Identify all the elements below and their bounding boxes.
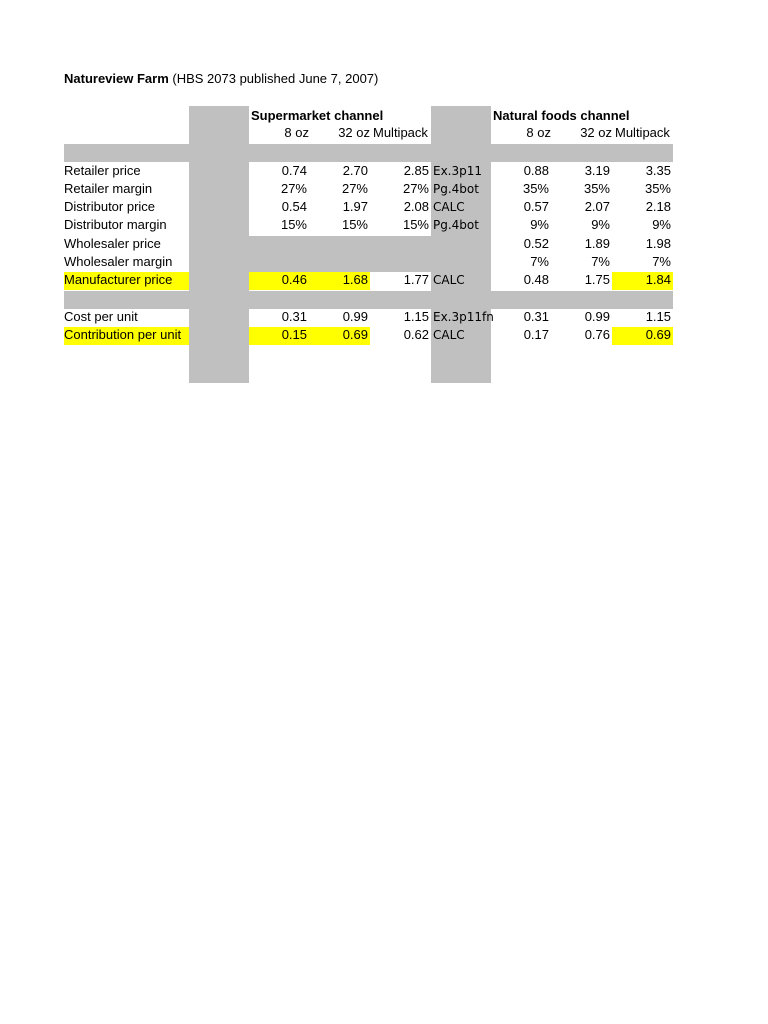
natural-cell: 0.48 — [523, 272, 549, 287]
natural-cell: 1.98 — [645, 236, 671, 251]
sheet-title — [64, 71, 378, 86]
source-ref: Ex.3p11fn — [433, 310, 494, 324]
source-ref: CALC — [433, 200, 465, 214]
natural-cell: 1.75 — [584, 272, 610, 287]
supermarket-col-32oz: 32 oz — [338, 125, 370, 140]
supermarket-cell: 0.69 — [342, 327, 368, 342]
supermarket-cell: 15% — [341, 217, 368, 232]
natural-cell: 0.88 — [523, 163, 549, 178]
natural-cell: 7% — [591, 254, 610, 269]
natural-col-8oz: 8 oz — [526, 125, 551, 140]
supermarket-cell: 1.77 — [403, 272, 429, 287]
row-label: Distributor price — [64, 199, 156, 214]
supermarket-col-multipack: Multipack — [373, 125, 428, 140]
natural-cell: 0.69 — [645, 327, 671, 342]
natural-cell: 0.99 — [584, 309, 610, 324]
natural-cell: 35% — [522, 181, 549, 196]
row-label: Distributor margin — [64, 217, 167, 232]
natural-cell: 9% — [530, 217, 549, 232]
natural-cell: 9% — [652, 217, 671, 232]
row-label: Retailer margin — [64, 181, 153, 196]
natural-cell: 1.84 — [645, 272, 671, 287]
natural-cell: 0.76 — [584, 327, 610, 342]
natural-cell: 1.15 — [645, 309, 671, 324]
natural-cell: 0.57 — [523, 199, 549, 214]
source-ref: Ex.3p11 — [433, 164, 483, 178]
row-label: Contribution per unit — [64, 327, 182, 342]
natural-cell: 0.52 — [523, 236, 549, 251]
natural-cell: 1.89 — [584, 236, 610, 251]
natural-cell: 0.31 — [523, 309, 549, 324]
supermarket-cell: 1.15 — [403, 309, 429, 324]
supermarket-cell: 0.62 — [403, 327, 429, 342]
source-ref: Pg.4bot — [433, 218, 479, 232]
supermarket-cell: 1.68 — [342, 272, 368, 287]
natural-cell: 3.19 — [584, 163, 610, 178]
natural-cell: 35% — [644, 181, 671, 196]
supermarket-cell: 0.54 — [281, 199, 307, 214]
natural-cell: 35% — [583, 181, 610, 196]
supermarket-cell: 15% — [402, 217, 429, 232]
supermarket-cell: 27% — [402, 181, 429, 196]
natural-cell: 2.18 — [645, 199, 671, 214]
source-ref: CALC — [433, 273, 465, 287]
natural-cell: 2.07 — [584, 199, 610, 214]
natural-cell: 0.17 — [523, 327, 549, 342]
natural-cell: 9% — [591, 217, 610, 232]
supermarket-header: Supermarket channel — [251, 108, 384, 123]
supermarket-cell: 0.99 — [342, 309, 368, 324]
supermarket-cell: 0.74 — [281, 163, 307, 178]
row-label: Wholesaler margin — [64, 254, 173, 269]
supermarket-cell: 15% — [280, 217, 307, 232]
supermarket-cell: 27% — [280, 181, 307, 196]
natural-col-multipack: Multipack — [615, 125, 670, 140]
source-ref: Pg.4bot — [433, 182, 479, 196]
title-rest: (HBS 2073 published June 7, 2007) — [168, 71, 379, 86]
natural-cell: 7% — [652, 254, 671, 269]
row-label: Wholesaler price — [64, 236, 161, 251]
natural-header: Natural foods channel — [493, 108, 630, 123]
supermarket-cell: 1.97 — [342, 199, 368, 214]
gray-band-middle — [64, 291, 673, 309]
gray-block-wholesaler — [249, 236, 431, 272]
row-label: Manufacturer price — [64, 272, 173, 287]
supermarket-cell: 2.08 — [403, 199, 429, 214]
supermarket-cell: 0.46 — [281, 272, 307, 287]
supermarket-col-8oz: 8 oz — [284, 125, 309, 140]
supermarket-cell: 0.31 — [281, 309, 307, 324]
natural-cell: 7% — [530, 254, 549, 269]
source-ref: CALC — [433, 328, 465, 342]
row-label: Cost per unit — [64, 309, 138, 324]
supermarket-cell: 2.85 — [403, 163, 429, 178]
natural-col-32oz: 32 oz — [580, 125, 612, 140]
title-bold: Natureview Farm — [64, 71, 169, 86]
gray-band-top — [64, 144, 673, 162]
supermarket-cell: 0.15 — [281, 327, 307, 342]
supermarket-cell: 27% — [341, 181, 368, 196]
supermarket-cell: 2.70 — [342, 163, 368, 178]
natural-cell: 3.35 — [645, 163, 671, 178]
row-label: Retailer price — [64, 163, 141, 178]
